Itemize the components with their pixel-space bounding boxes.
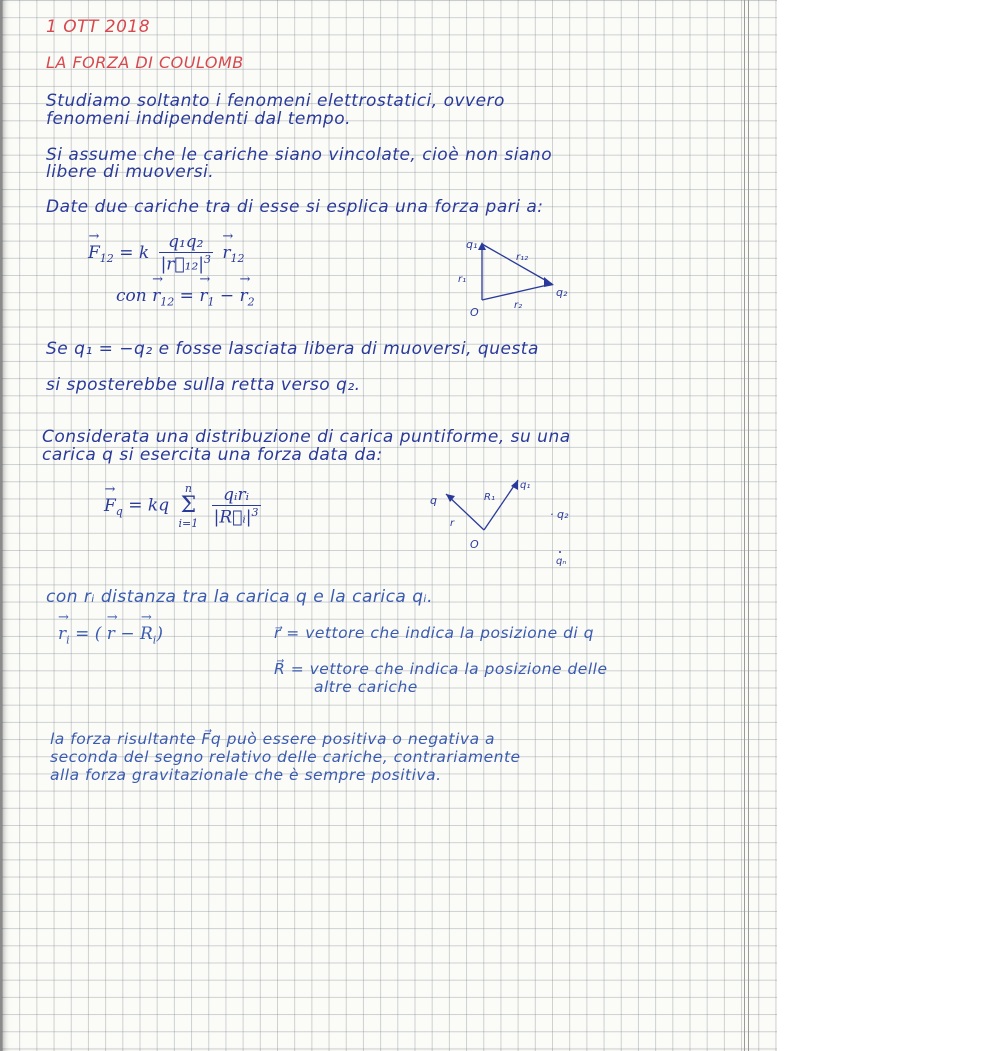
R-subscript: i bbox=[152, 633, 157, 647]
unit-vector-subscript: 12 bbox=[230, 252, 245, 266]
r2-vector-line bbox=[482, 284, 552, 300]
paragraph-3: Date due cariche tra di esse si esplica una forza pari a: bbox=[46, 197, 544, 217]
denominator-exponent: 3 bbox=[204, 253, 211, 266]
definition-r: r⃗ = vettore che indica la posizione di q bbox=[274, 624, 594, 642]
fq-subscript: q bbox=[115, 504, 123, 518]
margin-line bbox=[744, 0, 749, 1051]
label-origin: O bbox=[470, 306, 479, 319]
fraction-numerator: q₁q₂ bbox=[159, 232, 213, 253]
paragraph-5-line-1: Considerata una distribuzione di carica puntiforme, su una bbox=[42, 427, 571, 447]
paragraph-8-line-1: la forza risultante F⃗q può essere positiva o negativa a bbox=[50, 730, 496, 748]
equals-sign: = bbox=[119, 242, 134, 263]
r12-arrowhead-icon bbox=[544, 277, 554, 287]
r2-symbol: → r bbox=[240, 286, 248, 306]
distribution-force-formula bbox=[104, 482, 265, 530]
definition-R-line-1: R⃗ = vettore che indica la posizione delle bbox=[274, 660, 608, 678]
fraction-2-numerator: qᵢrᵢ bbox=[212, 485, 261, 506]
paragraph-2-line-1: Si assume che le cariche siano vincolate, cioè non siano bbox=[46, 145, 553, 165]
page-title: LA FORZA DI COULOMB bbox=[46, 53, 244, 72]
label-r1: r₁ bbox=[458, 274, 467, 285]
label-q2-dist: · q₂ bbox=[550, 508, 569, 521]
constant-k: k bbox=[138, 242, 150, 263]
r1-subscript: 1 bbox=[207, 295, 215, 309]
paragraph-1-line-1: Studiamo soltanto i fenomeni elettrostatici, ovvero bbox=[46, 91, 505, 111]
vector-difference-formula bbox=[116, 286, 255, 308]
label-r12: r₁₂ bbox=[516, 252, 529, 263]
ri-subscript: i bbox=[66, 633, 70, 647]
label-origin-2: O bbox=[470, 538, 479, 551]
summation bbox=[179, 482, 199, 530]
label-q1-dist: q₁ bbox=[520, 480, 531, 491]
label-q: q bbox=[430, 494, 437, 507]
label-q1: q₁ bbox=[466, 238, 478, 251]
definition-R-line-2: altre cariche bbox=[314, 678, 418, 696]
date-heading: 1 OTT 2018 bbox=[46, 17, 151, 37]
fraction-2 bbox=[212, 485, 261, 528]
force-subscript: 12 bbox=[99, 252, 114, 266]
unit-vector-symbol: → r bbox=[222, 243, 230, 263]
paragraph-4-line-2: si sposterebbe sulla retta verso q₂. bbox=[46, 375, 361, 395]
fraction-2-denominator bbox=[212, 506, 261, 528]
close-paren: ) bbox=[156, 624, 163, 644]
sum-lower-limit: i=1 bbox=[178, 517, 199, 530]
force-vector-symbol: → F bbox=[88, 243, 100, 263]
label-qn: qₙ bbox=[556, 556, 567, 567]
kq-constant: kq bbox=[147, 495, 170, 516]
minus-sign-2: − bbox=[120, 624, 135, 644]
equals-sign-2: = bbox=[179, 286, 194, 306]
ri-vector-symbol: → r bbox=[58, 624, 66, 644]
minus-sign: − bbox=[219, 286, 235, 306]
sigma-icon: Σ bbox=[180, 493, 197, 518]
charge-distribution-diagram bbox=[422, 474, 602, 574]
ri-definition-formula bbox=[58, 624, 163, 646]
paragraph-8-line-3: alla forza gravitazionale che è sempre positiva. bbox=[50, 766, 442, 784]
R-vector-symbol: → R bbox=[140, 624, 153, 644]
r12-subscript: 12 bbox=[160, 295, 175, 309]
two-charges-diagram bbox=[452, 230, 592, 320]
paragraph-5-line-2: carica q si esercita una forza data da: bbox=[42, 445, 383, 465]
label-r-dist: r bbox=[450, 518, 455, 529]
denominator-2-exponent: 3 bbox=[251, 505, 259, 519]
paragraph-6: con rᵢ distanza tra la carica q e la carica qᵢ. bbox=[46, 587, 433, 607]
denominator-modulus: |r⃗₁₂| bbox=[160, 254, 204, 275]
fraction bbox=[159, 232, 213, 275]
con-word: con bbox=[116, 286, 147, 306]
r12-vector-line bbox=[482, 244, 552, 284]
equals-sign-3: = bbox=[128, 495, 143, 516]
r-vector-symbol: → r bbox=[107, 624, 115, 644]
r1-symbol: → r bbox=[199, 286, 207, 306]
label-q2: q₂ bbox=[556, 286, 568, 299]
r12-symbol: → r bbox=[152, 286, 160, 306]
label-R1: R₁ bbox=[484, 492, 495, 503]
R1-vector-line bbox=[484, 480, 518, 530]
paragraph-8-line-2: seconda del segno relativo delle cariche, contrariamente bbox=[50, 748, 521, 766]
paragraph-1-line-2: fenomeni indipendenti dal tempo. bbox=[46, 109, 352, 129]
coulomb-formula bbox=[88, 232, 245, 275]
paragraph-2-line-2: libere di muoversi. bbox=[46, 162, 215, 182]
fq-vector-symbol: → F bbox=[104, 496, 116, 516]
qn-dot bbox=[559, 551, 561, 553]
label-r2: r₂ bbox=[514, 300, 523, 311]
denominator-2-modulus: |R⃗ᵢ| bbox=[213, 507, 252, 528]
r2-subscript: 2 bbox=[247, 295, 255, 309]
sum-upper-limit: n bbox=[184, 482, 192, 495]
equals-paren: = ( bbox=[75, 624, 102, 644]
paragraph-4-line-1: Se q₁ = −q₂ e fosse lasciata libera di muoversi, questa bbox=[46, 339, 539, 359]
